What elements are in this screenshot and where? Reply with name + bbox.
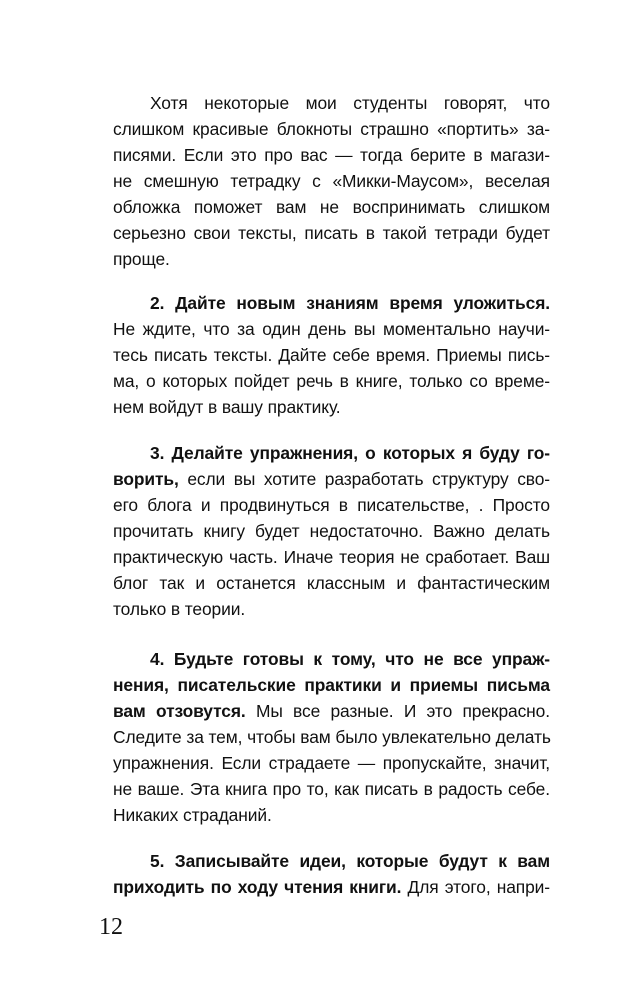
para1-line-1: Хотя некоторые мои студенты говорят, что [150,93,550,113]
item4-line-3-rest: Мы все разные. И это прекрасно. [245,701,550,721]
item5-line-2 [113,874,550,900]
page-number: 12 [99,914,123,940]
item5-line-2-rest: Для этого, напри- [401,877,550,897]
item4-line-5: упражнения. Если страдаете — пропускайте, значит, [113,753,550,773]
para1-line-4: не смешную тетрадку с «Микки-Маусом», веселая [113,171,550,191]
item5-heading-line-2: приходить по ходу чтения книги. [113,877,402,897]
item4-line-6: не ваше. Эта книга про то, как писать в радость себе. [113,779,550,799]
item3-heading-line-1: 3. Делайте упражнения, о которых я буду го- [150,443,550,463]
item5-heading-line-1: 5. Записывайте идеи, которые будут к вам [150,851,550,871]
item4-heading-line-3: вам отзовутся. [113,701,246,721]
item3-line-4: прочитать книгу будет недостаточно. Важно делать [113,521,550,541]
item4-heading-line-1: 4. Будьте готовы к тому, что не все упраж- [150,649,550,669]
item4-line-4: Следите за тем, чтобы вам было увлекательно делать [113,727,551,747]
item4-line-7: Никаких страданий. [113,805,272,825]
para1-line-5: обложка поможет вам не воспринимать слишком [113,197,550,217]
item3-line-2 [113,466,550,492]
item2-line-2: тесь писать тексты. Дайте себе время. Приемы пись- [113,345,550,365]
para1-line-3: писями. Если это про вас — тогда берите в магази- [113,145,550,165]
item2-line-4: нем войдут в вашу практику. [113,397,341,417]
item3-line-5: практическую часть. Иначе теория не сработает. Ваш [113,547,550,567]
item3-line-3: его блога и продвинуться в писательстве, . Просто [113,495,550,515]
item3-heading-line-2: ворить, [113,469,179,489]
item2-heading: 2. Дайте новым знаниям время уложиться. [150,293,550,313]
para1-line-6: серьезно свои тексты, писать в такой тетради будет [113,223,550,243]
item4-line-3 [113,698,550,724]
item3-line-7: только в теории. [113,599,246,619]
item2-line-1: Не ждите, что за один день вы моментально научи- [113,319,550,339]
item3-line-2-rest: если вы хотите разработать структуру сво- [178,469,550,489]
para1-line-7: проще. [113,249,170,269]
para1-line-2: слишком красивые блокноты страшно «портить» за- [113,119,550,139]
item3-line-6: блог так и останется классным и фантастическим [113,573,550,593]
item2-line-3: ма, о которых пойдет речь в книге, только со време- [113,371,550,391]
item4-heading-line-2: нения, писательские практики и приемы письма [113,675,550,695]
